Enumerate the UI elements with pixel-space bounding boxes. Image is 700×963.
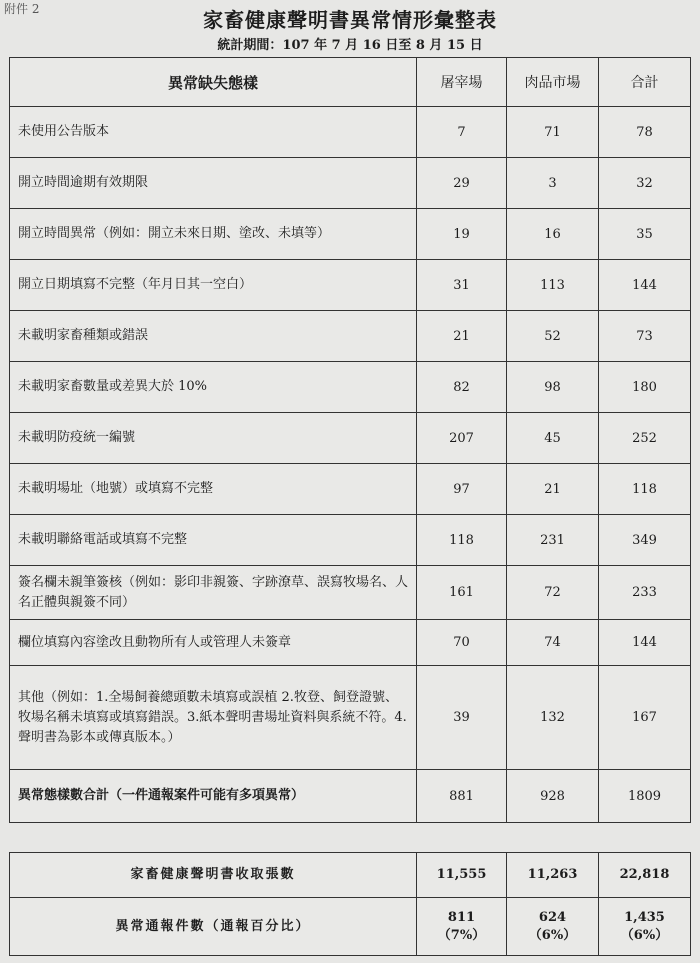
- slaughterhouse-count: 7: [417, 107, 507, 158]
- reported-total: 1,435: [624, 909, 665, 925]
- column-header-slaughterhouse: 屠宰場: [417, 58, 507, 107]
- reported-row: [10, 898, 691, 956]
- row-label: 欄位填寫內容塗改且動物所有人或管理人未簽章: [10, 620, 417, 666]
- slaughterhouse-count: 207: [417, 413, 507, 464]
- row-label: 未使用公告版本: [10, 107, 417, 158]
- column-header-meat-market: 肉品市場: [507, 58, 599, 107]
- received-label: 家畜健康聲明書收取張數: [10, 853, 417, 898]
- market-count: 132: [507, 666, 599, 770]
- row-label: 開立日期填寫不完整（年月日其一空白）: [10, 260, 417, 311]
- reported-label: 異常通報件數（通報百分比）: [10, 898, 417, 956]
- table-row: [10, 515, 691, 566]
- column-header-anomaly-type: 異常缺失態樣: [10, 58, 417, 107]
- slaughterhouse-count: 19: [417, 209, 507, 260]
- total-count: 233: [599, 566, 691, 620]
- slaughterhouse-total: 881: [417, 770, 507, 823]
- total-count: 118: [599, 464, 691, 515]
- market-count: 71: [507, 107, 599, 158]
- total-count: 144: [599, 260, 691, 311]
- total-count: 252: [599, 413, 691, 464]
- row-label: 其他（例如：1.全場飼養總頭數未填寫或誤植 2.牧登、飼登證號、牧場名稱未填寫或填寫錯誤。3.紙本聲明書場址資料與系統不符。4.聲明書為影本或傳真版本。）: [10, 666, 417, 770]
- market-count: 98: [507, 362, 599, 413]
- slaughterhouse-count: 118: [417, 515, 507, 566]
- page-title: 家畜健康聲明書異常情形彙整表: [203, 8, 497, 32]
- reported-market-pct: （6%）: [528, 927, 577, 943]
- total-count: 349: [599, 515, 691, 566]
- market-count: 52: [507, 311, 599, 362]
- received-row: [10, 853, 691, 898]
- slaughterhouse-count: 21: [417, 311, 507, 362]
- total-count: 78: [599, 107, 691, 158]
- table-row: [10, 311, 691, 362]
- row-label: 簽名欄未親筆簽核（例如：影印非親簽、字跡潦草、誤寫牧場名、人名正體與親簽不同）: [10, 566, 417, 620]
- slaughterhouse-count: 29: [417, 158, 507, 209]
- table-row: [10, 362, 691, 413]
- row-label: 開立時間逾期有效期限: [10, 158, 417, 209]
- market-count: 45: [507, 413, 599, 464]
- reported-total-cell: [599, 898, 691, 956]
- row-label: 開立時間異常（例如：開立未來日期、塗改、未填等）: [10, 209, 417, 260]
- table-row: [10, 260, 691, 311]
- attachment-label: 附件 2: [4, 2, 40, 16]
- row-label: 未載明場址（地號）或填寫不完整: [10, 464, 417, 515]
- market-count: 3: [507, 158, 599, 209]
- grand-total: 1809: [599, 770, 691, 823]
- reported-market: 624: [538, 909, 567, 925]
- statistics-period: 統計期間：107 年 7 月 16 日至 8 月 15 日: [217, 38, 483, 53]
- received-slaughterhouse: 11,555: [417, 853, 507, 898]
- total-count: 32: [599, 158, 691, 209]
- market-count: 113: [507, 260, 599, 311]
- anomaly-table: [9, 57, 691, 823]
- total-row-label: 異常態樣數合計（一件通報案件可能有多項異常）: [10, 770, 417, 823]
- table-row: [10, 620, 691, 666]
- row-label: 未載明防疫統一編號: [10, 413, 417, 464]
- market-count: 72: [507, 566, 599, 620]
- table-row: [10, 413, 691, 464]
- slaughterhouse-count: 161: [417, 566, 507, 620]
- market-count: 74: [507, 620, 599, 666]
- table-row: [10, 209, 691, 260]
- row-label: 未載明家畜數量或差異大於 10%: [10, 362, 417, 413]
- slaughterhouse-count: 97: [417, 464, 507, 515]
- reported-slaughterhouse: 811: [447, 909, 476, 925]
- column-header-total: 合計: [599, 58, 691, 107]
- market-count: 231: [507, 515, 599, 566]
- table-row: [10, 107, 691, 158]
- row-label: 未載明聯絡電話或填寫不完整: [10, 515, 417, 566]
- table-row: [10, 158, 691, 209]
- summary-table: [9, 852, 691, 956]
- market-total: 928: [507, 770, 599, 823]
- slaughterhouse-count: 82: [417, 362, 507, 413]
- reported-total-pct: （6%）: [620, 927, 669, 943]
- total-count: 144: [599, 620, 691, 666]
- total-count: 35: [599, 209, 691, 260]
- market-count: 21: [507, 464, 599, 515]
- table-row: [10, 464, 691, 515]
- slaughterhouse-count: 39: [417, 666, 507, 770]
- table-row: [10, 666, 691, 770]
- slaughterhouse-count: 70: [417, 620, 507, 666]
- row-label: 未載明家畜種類或錯誤: [10, 311, 417, 362]
- reported-slaughterhouse-cell: [417, 898, 507, 956]
- reported-market-cell: [507, 898, 599, 956]
- table-header-row: [10, 58, 691, 107]
- received-total: 22,818: [599, 853, 691, 898]
- total-count: 73: [599, 311, 691, 362]
- reported-slaughterhouse-pct: （7%）: [437, 927, 486, 943]
- received-market: 11,263: [507, 853, 599, 898]
- table-row: [10, 566, 691, 620]
- total-count: 180: [599, 362, 691, 413]
- table-total-row: [10, 770, 691, 823]
- market-count: 16: [507, 209, 599, 260]
- total-count: 167: [599, 666, 691, 770]
- slaughterhouse-count: 31: [417, 260, 507, 311]
